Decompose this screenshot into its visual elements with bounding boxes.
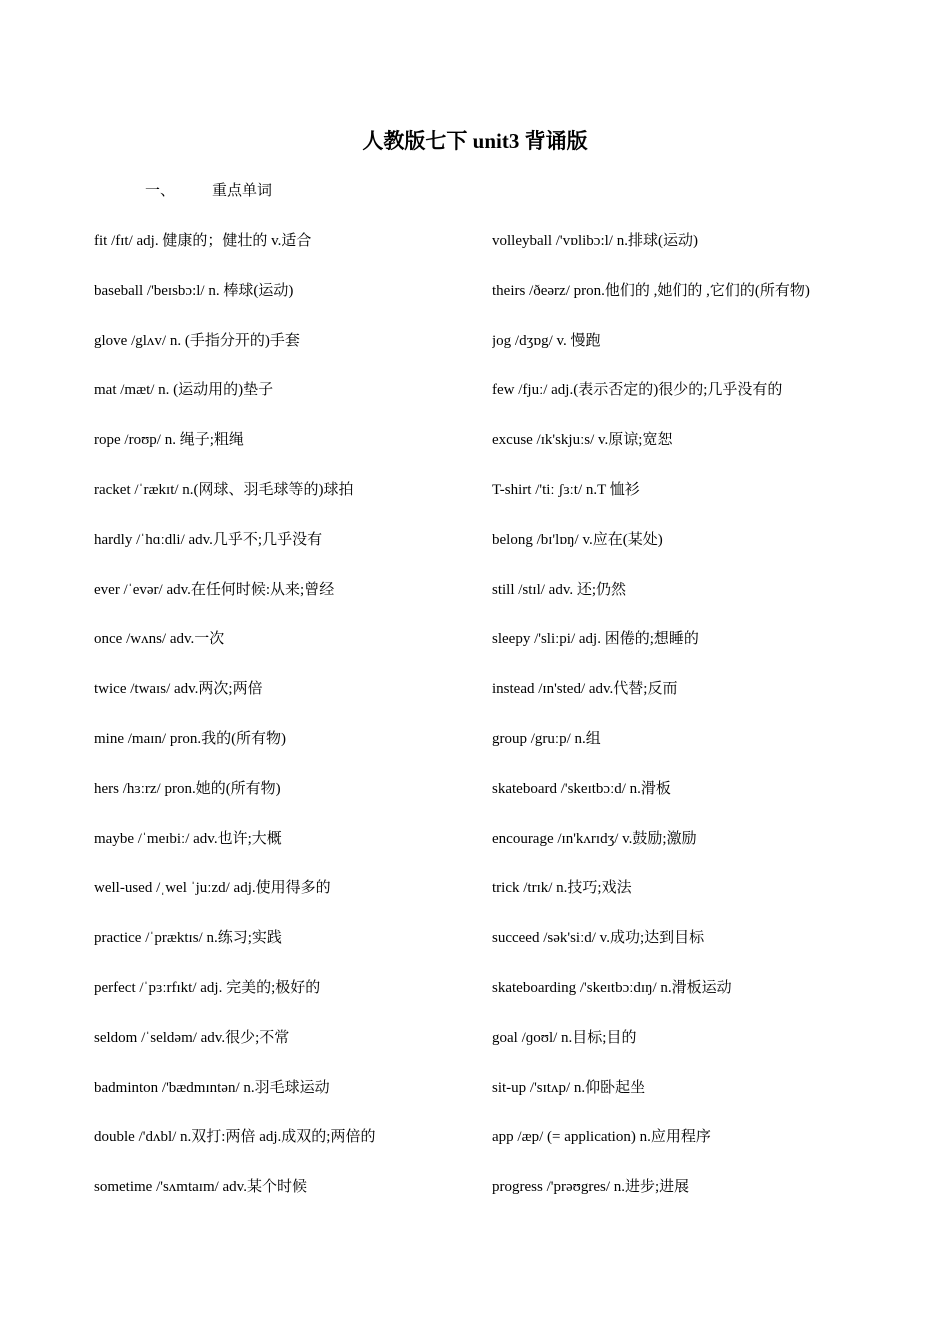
section-heading bbox=[145, 180, 272, 202]
vocab-entry: group /gruːp/ n.组 bbox=[492, 730, 601, 747]
vocab-entry: perfect /ˈpɜːrfɪkt/ adj. 完美的;极好的 bbox=[94, 979, 321, 996]
vocab-entry: rope /roʊp/ n. 绳子;粗绳 bbox=[94, 432, 244, 449]
vocab-entry: seldom /ˈseldəm/ adv.很少;不常 bbox=[94, 1029, 290, 1046]
vocab-entry: skateboarding /'skeɪtbɔːdɪŋ/ n.滑板运动 bbox=[492, 979, 732, 996]
vocab-entry: sit-up /'sɪtʌp/ n.仰卧起坐 bbox=[492, 1079, 646, 1096]
vocab-list-right bbox=[492, 228, 932, 1224]
vocab-entry: sometime /'sʌmtaɪm/ adv.某个时候 bbox=[94, 1179, 307, 1196]
vocab-entry: few /fjuː/ adj.(表示否定的)很少的;几乎没有的 bbox=[492, 382, 783, 399]
vocab-entry: racket /ˈrækɪt/ n.(网球、羽毛球等的)球拍 bbox=[94, 481, 354, 498]
page-title: 人教版七下 unit3 背诵版 bbox=[362, 129, 588, 153]
vocab-entry: goal /ɡoʊl/ n.目标;目的 bbox=[492, 1029, 637, 1046]
vocab-entry: progress /'prəʊgres/ n.进步;进展 bbox=[492, 1179, 690, 1196]
vocab-entry: baseball /'beɪsbɔ:l/ n. 棒球(运动) bbox=[94, 282, 294, 299]
vocab-entry: hers /hɜːrz/ pron.她的(所有物) bbox=[94, 780, 281, 797]
vocab-entry: double /'dʌbl/ n.双打:两倍 adj.成双的;两倍的 bbox=[94, 1129, 376, 1146]
vocab-entry: instead /ɪn'sted/ adv.代替;反而 bbox=[492, 681, 678, 698]
vocab-entry: volleyball /'vɒlibɔ:l/ n.排球(运动) bbox=[492, 233, 698, 249]
vocab-entry: app /æp/ (= application) n.应用程序 bbox=[492, 1129, 711, 1146]
vocab-entry: trick /trɪk/ n.技巧;戏法 bbox=[492, 880, 632, 897]
vocab-entry: succeed /sək'siːd/ v.成功;达到目标 bbox=[492, 930, 705, 947]
vocab-entry: ever /ˈevər/ adv.在任何时候:从来;曾经 bbox=[94, 581, 335, 598]
vocab-entry: badminton /'bædmɪntən/ n.羽毛球运动 bbox=[94, 1079, 330, 1096]
vocab-entry: once /wʌns/ adv.一次 bbox=[94, 631, 225, 648]
vocab-entry: hardly /ˈhɑːdli/ adv.几乎不;几乎没有 bbox=[94, 531, 323, 548]
section-number: 一、 bbox=[145, 183, 176, 199]
vocab-entry: theirs /ðeərz/ pron.他们的 ,她们的 ,它们的(所有物) bbox=[492, 282, 810, 299]
section-label: 重点单词 bbox=[212, 183, 273, 199]
vocab-entry: maybe /ˈmeɪbiː/ adv.也许;大概 bbox=[94, 830, 282, 847]
vocab-entry: twice /twaɪs/ adv.两次;两倍 bbox=[94, 681, 263, 698]
vocab-entry: glove /glʌv/ n. (手指分开的)手套 bbox=[94, 332, 300, 349]
vocab-entry: encourage /ɪn'kʌrɪdʒ/ v.鼓励;激励 bbox=[492, 830, 697, 847]
vocab-entry: still /stɪl/ adv. 还;仍然 bbox=[492, 581, 627, 598]
vocab-entry: well-used /ˌwel ˈjuːzd/ adj.使用得多的 bbox=[94, 880, 331, 897]
vocab-list-left bbox=[94, 228, 484, 1224]
vocab-entry: fit /fɪt/ adj. 健康的；健壮的 v.适合 bbox=[94, 233, 312, 249]
vocab-entry: practice /ˈpræktɪs/ n.练习;实践 bbox=[94, 930, 282, 947]
vocab-entry: mine /maɪn/ pron.我的(所有物) bbox=[94, 730, 287, 747]
vocab-entry: skateboard /'skeɪtbɔːd/ n.滑板 bbox=[492, 780, 671, 797]
vocab-entry: sleepy /'sliːpi/ adj. 困倦的;想睡的 bbox=[492, 631, 699, 648]
vocab-entry: belong /bɪ'lɒŋ/ v.应在(某处) bbox=[492, 531, 663, 548]
vocab-entry: mat /mæt/ n. (运动用的)垫子 bbox=[94, 382, 274, 399]
vocab-entry: excuse /ɪk'skjuːs/ v.原谅;宽恕 bbox=[492, 432, 673, 449]
vocab-entry: T-shirt /'tiː ʃɜːt/ n.T 恤衫 bbox=[492, 481, 640, 498]
vocab-entry: jog /dʒɒg/ v. 慢跑 bbox=[492, 332, 601, 349]
